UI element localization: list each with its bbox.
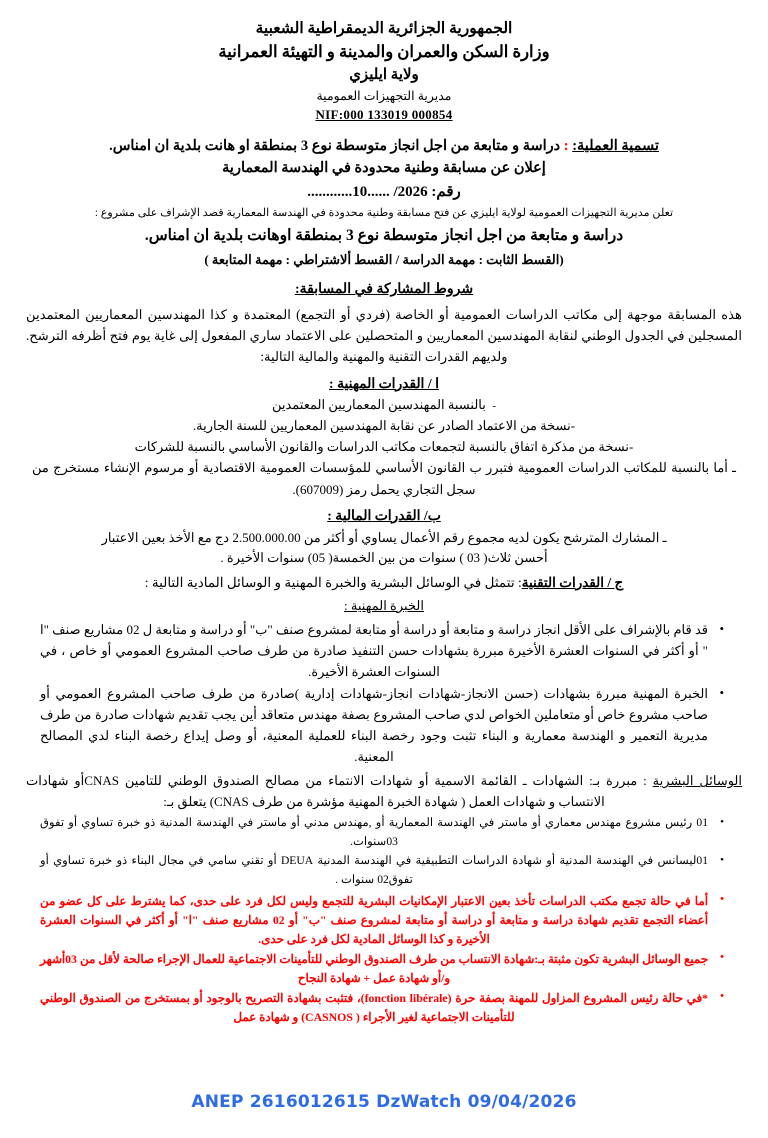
anep-reference: ANEP 2616012615 DzWatch 09/04/2026 — [191, 1092, 577, 1112]
list-item: • أما في حالة تجمع مكتب الدراسات تأخذ بعين الاعتبار الإمكانيات البشرية للتجمع وليس لكل فرد على حدى، كما يشترط على كل عضو من أعضاء التجمع تقديم شهادة دراسة و متابعة أو دراسة أو متابعة لمشروع صنف "ب" أو 02 مشاريع صنف "ا" أو أكثر في السنوات العشرة الأخيرة و كذا الوسائل المادية لكل فرد على حدى. — [40, 892, 708, 949]
professional-capacities-heading: ا / القدرات المهنية : — [329, 375, 439, 391]
operation-text: دراسة و متابعة من اجل انجاز متوسطة نوع 3 بمنطقة او هانت بلدية ان امناس. — [109, 137, 561, 154]
operation-colon: : — [563, 137, 569, 154]
reference-number-line — [26, 180, 742, 204]
conditions-heading: شروط المشاركة في المسابقة: — [294, 282, 474, 298]
header-directorate-line: مديرية التجهيزات العمومية — [316, 88, 452, 103]
lots-line: (القسط الثابت : مهمة الدراسة / القسط ألاشتراطي : مهمة المتابعة ) — [204, 252, 564, 268]
human-resources-label: الوسائل البشرية — [652, 773, 743, 789]
project-title: دراسة و متابعة من اجل انجاز متوسطة نوع 3 بمنطقة اوهانت بلدية ان امناس. — [144, 227, 624, 245]
technical-capacities-rest: : تتمثل في الوسائل البشرية والخبرة المهنية و الوسائل المادية التالية : — [144, 574, 522, 590]
operation-label: تسمية العملية: — [572, 137, 659, 154]
professional-item-0: -نسخة من الاعتماد الصادر عن نقابة المهندسين المعماريين للسنة الجارية. — [192, 417, 576, 433]
list-item: • قد قام بالإشراف على الأقل انجاز دراسة و متابعة أو دراسة أو متابعة لمشروع صنف "ب" أو دراسة و متابعة ل 02 مشاريع صنف "ا " أو أكثر في السنوات العشرة الأخيرة مبررة بشهادات حسن التنفيذ صادرة من طرف صاحب المشروع العمومي أو خاص ، في السنوات العشرة الأخيرة. — [40, 619, 708, 682]
technical-capacities-heading — [26, 572, 742, 595]
financial-item-1: أحسن ثلاث( 03 ) سنوات من بين الخمسة( 05) سنوات الأخيرة . — [220, 550, 548, 566]
list-item: • *في حالة رئيس المشروع المزاول للمهنة بصفة حرة (fonction libérale)، فتثبت بشهادة التصريح بالوجود أو بمستخرج من الصندوق الوطني للتأمينات الاجتماعية لغير الأجراء ( CASNOS) و شهادة عمل — [40, 989, 708, 1027]
conditions-paragraph: هذه المسابقة موجهة إلى مكاتب الدراسات العمومية أو الخاصة (فردي أو التجمع) المعتمدة و كذا المهندسين المعماريين المعتمدين المسجلين في الجدول الوطني لنقابة المهندسين المعماريين و المتحصلين على الاعتماد ساري المفعول إلى غاية يوم فتح أظرفه الترشح. ولديهم القدرات التقنية والمهنية والمالية التالية: — [26, 306, 742, 365]
list-item: • الخبرة المهنية مبررة بشهادات (حسن الانجاز-شهادات انجاز-شهادات إدارية )صادرة من طرف صاحب المشروع العمومي أو صاحب مشروع خاص أو متعاملين الخواص لدي صاحب المشروع بصفة مهندس متعاقد أين يجب تقديم شهادات صادرة من طرف مديرية التعمير و الهندسة معمارية و البناء تثبت وجود رخصة البناء للعملية المعنية، أو وصل إيداع رخصة البناء لدي المصالح المعنية. — [40, 683, 708, 767]
list-item: • 01ليسانس في الهندسة المدنية أو شهادة الدراسات التطبيقية في الهندسة المدنية DEUA أو تقني سامي في مجال البناء ذو خبرة تساوي أو تفوق02 سنوات . — [40, 852, 708, 889]
reference-number-label: رقم: — [431, 183, 461, 200]
header-republic-line: الجمهورية الجزائرية الديمقراطية الشعبية — [255, 20, 513, 37]
professional-item-2: ـ أما بالنسبة للمكاتب الدراسات العمومية فتبرر ب القانون الأساسي للمؤسسات العمومية الاقتصادية أو مرسوم الإنشاء مستخرج من سجل التجاري يحمل رمز (607009). — [32, 460, 736, 497]
human-resources-lead-rest: : مبررة بـ: الشهادات ـ القائمة الاسمية أو شهادات الانتماء من مصالح الصندوق الوطني للتامين CNASأو شهادات الانتساب و شهادات العمل ( شهادة الخبرة المهنية مؤشرة من طرف CNAS) يتعلق بـ: — [26, 773, 653, 810]
intro-paragraph: تعلن مديرية التجهيزات العمومية لولاية ايليزي عن فتح مسابقة وطنية محدودة في الهندسة المعمارية قصد الإشراف على مشروع : — [94, 206, 674, 219]
document-header — [26, 18, 742, 124]
header-wilaya-line: ولاية ايليزي — [349, 67, 419, 84]
announcement-line: إعلان عن مسابقة وطنية محدودة في الهندسة المعمارية — [222, 160, 546, 177]
financial-capacities-heading: ب/ القدرات المالية : — [327, 507, 441, 523]
list-item: • جميع الوسائل البشرية تكون مثبتة بـ:شهادة الانتساب من طرف الصندوق الوطني للتأمينات الاجتماعية للعمال الإجراء صالحة لأقل من 03أشهر و/أو شهادة عمل + شهادة النجاح — [40, 950, 708, 988]
professional-item-1: -نسخة من مذكرة اتفاق بالنسبة لتجمعات مكاتب الدراسات والقانون الأساسي بالنسبة للشركات — [134, 438, 634, 454]
document-footer — [0, 1092, 768, 1112]
operation-title-line — [26, 136, 742, 158]
human-resources-lead — [26, 770, 742, 812]
professional-lead: - بالنسبة المهندسين المعماريين المعتمدين — [271, 397, 497, 413]
human-resources-bullet-list — [26, 814, 742, 889]
header-nif: NIF:000 133019 000854 — [315, 106, 453, 122]
header-ministry-line: وزارة السكن والعمران والمدينة و التهيئة العمرانية — [218, 42, 550, 62]
technical-bullet-list — [26, 619, 742, 767]
financial-item-0: ـ المشارك المترشح يكون لديه مجموع رقم الأعمال يساوي أو أكثر من 2.500.000.00 دج مع الأخذ بعين الاعتبار — [101, 530, 667, 546]
reference-number-value: ............10...... /2026 — [307, 183, 428, 200]
professional-experience-heading: الخبرة المهنية : — [344, 597, 424, 613]
list-item: • 01 رئيس مشروع مهندس معماري أو ماستر في الهندسة المعمارية أو ,مهندس مدني أو ماستر في الهندسة المدنية ذو خبرة تساوي أو تفوق 03سنوات. — [40, 814, 708, 851]
technical-capacities-label: ج / القدرات التقنية — [521, 574, 624, 590]
human-resources-red-notes — [26, 892, 742, 1028]
